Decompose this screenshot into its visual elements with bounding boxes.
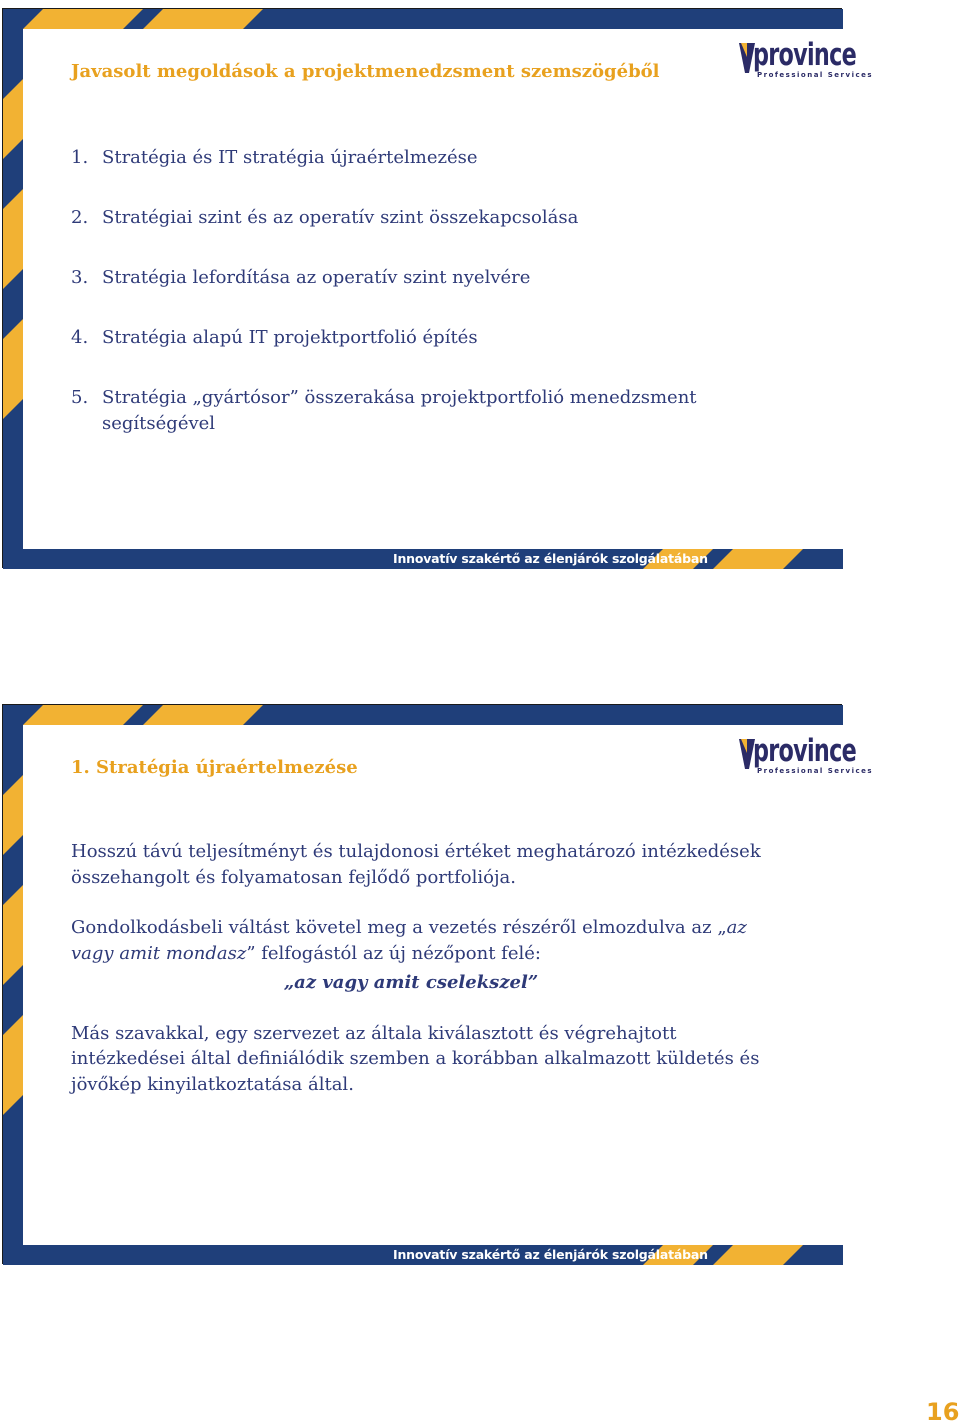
list-item: 5. Stratégia „gyártósor” összerakása projektportfolió menedzsment segítségével	[71, 387, 697, 434]
logo-subtitle: Professional Services	[757, 71, 874, 79]
emphasis-quote: az vagy amit mondasz	[71, 917, 747, 964]
logo-wordmark: province	[753, 733, 857, 769]
slide-body	[71, 839, 791, 1122]
slide-footer	[3, 1245, 843, 1265]
highlight-quote: „az vagy amit cselekszel”	[283, 972, 539, 993]
paragraph-mindset: Gondolkodásbeli váltást követel meg a vezetés részéről elmozdulva az „az vagy amit mondasz” felfogástól az új nézőpont felé: „az vagy amit cselekszel”	[71, 915, 791, 996]
footer-tagline: Innovatív szakértő az élenjárók szolgálatában	[393, 551, 708, 566]
province-logo	[739, 37, 874, 85]
province-logo	[739, 733, 874, 781]
slide-title: 1. Stratégia újraértelmezése	[71, 757, 358, 778]
logo-subtitle: Professional Services	[757, 767, 874, 775]
slide-footer	[3, 549, 843, 569]
paragraph-definition: Hosszú távú teljesítményt és tulajdonosi értéket meghatározó intézkedések összehangolt és folyamatosan fejlődő portfoliója.	[71, 841, 761, 888]
list-item: 2. Stratégiai szint és az operatív szint összekapcsolása	[71, 207, 579, 228]
slide-2	[2, 704, 874, 1264]
list-item: 3. Stratégia lefordítása az operatív szint nyelvére	[71, 267, 531, 288]
slide-1	[2, 8, 874, 568]
footer-tagline: Innovatív szakértő az élenjárók szolgálatában	[393, 1247, 708, 1262]
logo-wordmark: province	[753, 37, 857, 73]
slide-title: Javasolt megoldások a projektmenedzsment szemszögéből	[71, 61, 660, 82]
solution-list	[71, 145, 771, 471]
paragraph-summary: Más szavakkal, egy szervezet az általa kiválasztott és végrehajtott intézkedései által definiálódik szemben a korábban alkalmazott küldetés és jövőkép kinyilatkoztatása által.	[71, 1022, 760, 1095]
page-number: 16	[926, 1398, 960, 1426]
list-item: 1. Stratégia és IT stratégia újraértelmezése	[71, 147, 478, 168]
list-item: 4. Stratégia alapú IT projektportfolió építés	[71, 327, 478, 348]
